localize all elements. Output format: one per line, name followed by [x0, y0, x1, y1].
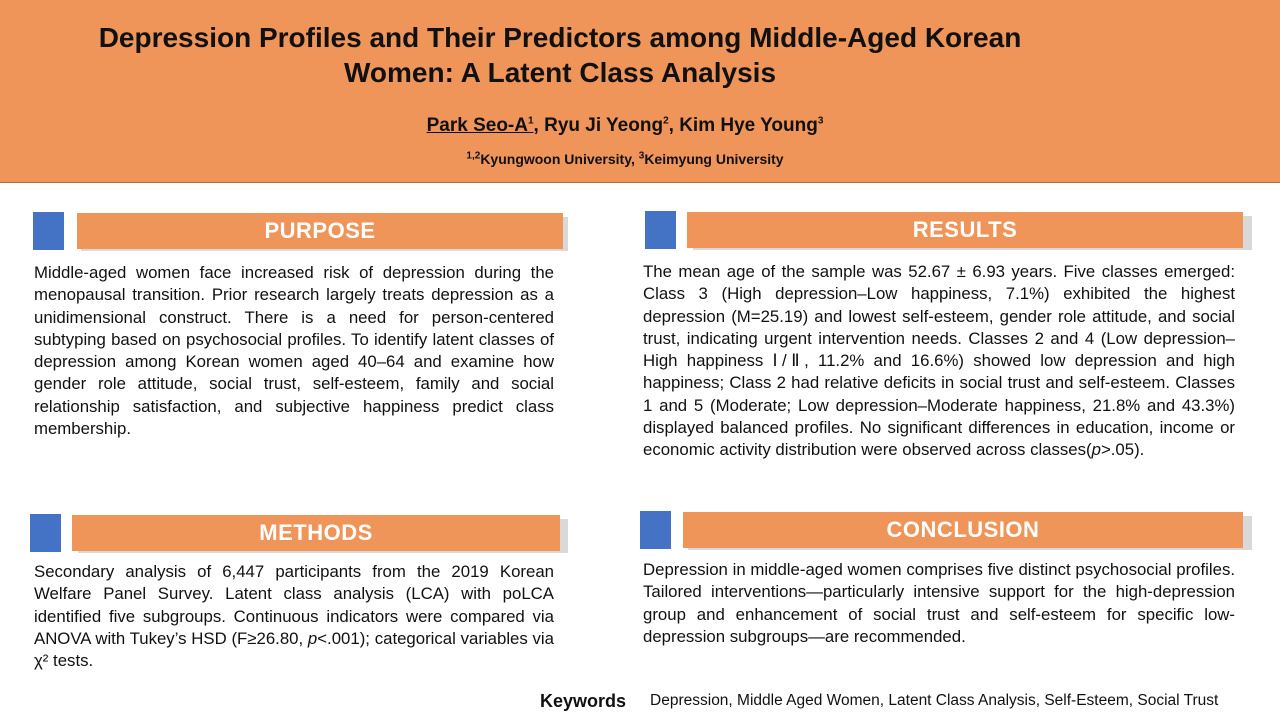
keywords-row: [540, 689, 1260, 713]
results-text: [643, 261, 1235, 462]
keywords-text: Depression, Middle Aged Women, Latent Class Analysis, Self-Esteem, Social Trust: [650, 692, 1219, 709]
results-heading: RESULTS: [687, 212, 1243, 248]
affiliation-2-sup: 3: [638, 150, 645, 162]
author-1-sup: 1: [527, 115, 534, 127]
author-2-sup: 2: [663, 115, 669, 127]
affiliation-1-name: Kyungwoon University: [480, 151, 631, 167]
purpose-heading: PURPOSE: [77, 213, 563, 249]
author-1-name: Park Seo-A: [426, 115, 528, 136]
methods-section-header: [30, 513, 575, 553]
methods-accent-square: [30, 514, 61, 552]
results-text-part-1: The mean age of the sample was 52.67 ± 6.93 years. Five classes emerged: Class 3 (High depression–Low happiness, 7.1%) exhibited the highest depression (M=25.19) and lowest self-esteem, gender role attitude, and social trust, indicating urgent intervention needs. Classes 2 and 4 (Low depression–High happiness Ⅰ/Ⅱ, 11.2% and 16.6%) showed low depression and high happiness; Class 2 had relative deficits in social trust and self-esteem. Classes 1 and 5 (Moderate; Low depression–Moderate happiness, 21.8% and 43.3%) displayed balanced profiles. No significant differences in education, income or economic activity distribution were observed across classes(: [643, 262, 1235, 460]
methods-text-part-2: <.001); categorical variables via χ² tests.: [34, 628, 554, 671]
results-accent-square: [645, 211, 676, 249]
title-line-1: Depression Profiles and Their Predictors among Middle-Aged Korean: [98, 22, 1022, 53]
affiliation-2-name: Keimyung University: [644, 151, 784, 167]
methods-text-part-1: Secondary analysis of 6,447 participants from the 2019 Korean Welfare Panel Survey. Latent class analysis (LCA) with poLCA identified five subgroups. Continuous indicators were compared via ANOVA with Tukey’s HSD (F≥26.80,: [34, 562, 554, 648]
keywords-label: Keywords: [540, 690, 627, 711]
conclusion-accent-square: [640, 511, 671, 549]
methods-heading: METHODS: [72, 515, 560, 551]
conclusion-section-header: [640, 510, 1257, 550]
author-1: [427, 115, 534, 136]
affiliation-1-sup: 1,2: [466, 150, 481, 162]
affiliations: $^{1,2}$Kyungwoon University, $^3$Keimyung University: [466, 150, 784, 167]
author-2: [544, 115, 669, 136]
conclusion-heading: CONCLUSION: [683, 512, 1243, 548]
author-3-sup: 3: [817, 115, 824, 127]
methods-p-symbol: p: [307, 628, 318, 648]
results-text-part-2: >.05).: [1100, 440, 1145, 460]
author-2-name: Ryu Ji Yeong: [544, 115, 664, 136]
author-3: [679, 115, 823, 136]
author-3-name: Kim Hye Young: [679, 115, 818, 136]
poster-header: [0, 0, 1280, 183]
author-list: Park Seo-$A^1$, Ryu Ji Yeong$^2$, Kim Hye Young$^3$: [426, 115, 824, 136]
purpose-accent-square: [33, 212, 64, 250]
results-p-symbol: p: [1091, 440, 1101, 460]
poster-title: [40, 20, 1080, 90]
purpose-section-header: [33, 211, 573, 251]
title-line-2: Women: A Latent Class Analysis: [343, 57, 777, 88]
purpose-text: Middle-aged women face increased risk of depression during the menopausal transition. Prior research largely treats depression as a unidimensional construct. There is a need for person-centered subtyping based on psychosocial profiles. To identify latent classes of depression among Korean women aged 40–64 and examine how gender role attitude, social trust, self-esteem, family and social relationship satisfaction, and subjective happiness predict class membership.: [34, 263, 554, 439]
conclusion-text: Depression in middle-aged women comprises five distinct psychosocial profiles. Tailored interventions—particularly intensive support for the high-depression group and enhancement of social trust and self-esteem for specific low-depression subgroups—are recommended.: [643, 560, 1235, 646]
methods-text: [34, 561, 554, 672]
results-section-header: [645, 210, 1257, 250]
